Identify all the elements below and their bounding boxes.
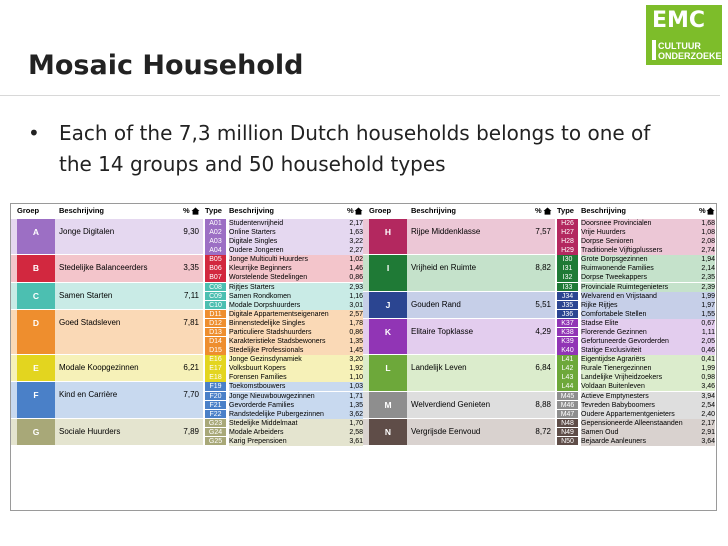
type-row bbox=[205, 273, 363, 282]
type-description: Kleurrijke Beginners bbox=[229, 264, 341, 273]
type-percentage: 2,05 bbox=[693, 337, 715, 346]
type-code: G25 bbox=[205, 437, 226, 446]
type-code: K37 bbox=[557, 319, 578, 328]
type-row bbox=[205, 401, 363, 410]
type-code: G24 bbox=[205, 428, 226, 437]
type-row bbox=[205, 337, 363, 346]
group-letter: A bbox=[32, 227, 40, 237]
type-description: Florerende Gezinnen bbox=[581, 328, 693, 337]
type-row bbox=[205, 301, 363, 310]
type-description: Modale Arbeiders bbox=[229, 428, 341, 437]
type-code: E17 bbox=[205, 364, 226, 373]
group-letter: F bbox=[33, 390, 39, 401]
type-percentage: 0,86 bbox=[341, 328, 363, 337]
type-code: I30 bbox=[557, 255, 578, 264]
type-description: Traditionele Vijftigplussers bbox=[581, 246, 693, 255]
type-row bbox=[205, 346, 363, 355]
type-description: Welvarend en Vrijstaand bbox=[581, 292, 693, 301]
type-row bbox=[205, 328, 363, 337]
type-code: D12 bbox=[205, 319, 226, 328]
type-percentage: 1,55 bbox=[693, 310, 715, 319]
type-percentage: 3,64 bbox=[693, 437, 715, 446]
type-row bbox=[205, 264, 363, 273]
type-percentage: 1,35 bbox=[341, 337, 363, 346]
type-code: L42 bbox=[557, 364, 578, 373]
type-row bbox=[205, 255, 363, 264]
type-description: Vrije Huurders bbox=[581, 228, 693, 237]
type-code: L43 bbox=[557, 373, 578, 382]
type-row bbox=[557, 273, 715, 282]
type-row bbox=[557, 292, 715, 301]
header-type-description: Beschrijving bbox=[581, 206, 627, 215]
type-percentage: 1,70 bbox=[341, 419, 363, 428]
type-description: Worstelende Stedelingen bbox=[229, 273, 341, 282]
group-percentage: 8,72 bbox=[535, 426, 551, 436]
table-half-2 bbox=[363, 204, 715, 510]
type-description: Dorpse Senioren bbox=[581, 237, 693, 246]
type-percentage: 1,02 bbox=[341, 255, 363, 264]
house-icon bbox=[191, 206, 200, 219]
house-icon bbox=[354, 206, 363, 219]
type-percentage: 3,62 bbox=[341, 410, 363, 419]
type-code: H27 bbox=[557, 228, 578, 237]
type-description: Karig Prepensioen bbox=[229, 437, 341, 446]
type-code: B07 bbox=[205, 273, 226, 282]
header-pct: % bbox=[183, 206, 190, 215]
group-description: Rijpe Middenklasse bbox=[411, 227, 481, 236]
type-row bbox=[557, 382, 715, 391]
type-code: E18 bbox=[205, 373, 226, 382]
type-percentage: 2,74 bbox=[693, 246, 715, 255]
group-percentage: 7,89 bbox=[183, 426, 199, 436]
type-row bbox=[205, 237, 363, 246]
type-description: Volksbuurt Kopers bbox=[229, 364, 341, 373]
type-code: J34 bbox=[557, 292, 578, 301]
table-header bbox=[11, 204, 363, 217]
type-row bbox=[557, 264, 715, 273]
house-icon bbox=[706, 206, 715, 219]
type-code: F20 bbox=[205, 392, 226, 401]
type-row bbox=[557, 428, 715, 437]
type-description: Samen Oud bbox=[581, 428, 693, 437]
type-row bbox=[205, 355, 363, 364]
type-description: Comfortabele Stellen bbox=[581, 310, 693, 319]
group-l bbox=[363, 355, 555, 390]
type-row bbox=[205, 364, 363, 373]
type-description: Jonge Gezinsdynamiek bbox=[229, 355, 341, 364]
type-code: B05 bbox=[205, 255, 226, 264]
type-percentage: 2,40 bbox=[693, 410, 715, 419]
type-description: Particuliere Stadshuurders bbox=[229, 328, 341, 337]
type-code: L41 bbox=[557, 355, 578, 364]
type-percentage: 1,97 bbox=[693, 301, 715, 310]
type-code: K39 bbox=[557, 337, 578, 346]
type-percentage: 1,46 bbox=[341, 264, 363, 273]
group-description: Elitaire Topklasse bbox=[411, 326, 474, 336]
group-description: Kind en Carrière bbox=[59, 390, 118, 400]
type-description: Karakteristieke Stadsbewoners bbox=[229, 337, 341, 346]
group-description: Gouden Rand bbox=[411, 299, 461, 309]
group-percentage: 4,29 bbox=[535, 326, 551, 336]
type-description: Grote Dorpsgezinnen bbox=[581, 255, 693, 264]
group-n bbox=[363, 419, 555, 445]
type-row bbox=[205, 373, 363, 382]
type-code: N50 bbox=[557, 437, 578, 446]
type-code: A03 bbox=[205, 237, 226, 246]
type-row bbox=[205, 319, 363, 328]
header-pct: % bbox=[535, 206, 542, 215]
type-row bbox=[205, 283, 363, 292]
group-c bbox=[11, 283, 203, 309]
type-description: Rurale Tienergezinnen bbox=[581, 364, 693, 373]
type-description: Jonge Multiculti Huurders bbox=[229, 255, 341, 264]
group-percentage: 3,35 bbox=[183, 263, 199, 273]
type-code: K40 bbox=[557, 346, 578, 355]
group-h bbox=[363, 219, 555, 254]
logo-line-2: ONDERZOEKEN bbox=[658, 51, 728, 61]
group-letter: E bbox=[33, 363, 39, 374]
type-description: Stedelijke Middelmaat bbox=[229, 419, 341, 428]
type-code: D11 bbox=[205, 310, 226, 319]
type-row bbox=[557, 319, 715, 328]
type-code: F21 bbox=[205, 401, 226, 410]
group-description: Vrijheid en Ruimte bbox=[411, 263, 477, 273]
group-letter: J bbox=[385, 299, 391, 310]
header-group: Groep bbox=[369, 206, 392, 215]
type-description: Gepensioneerde Alleenstaanden bbox=[581, 419, 693, 428]
type-code: J36 bbox=[557, 310, 578, 319]
type-description: Online Starters bbox=[229, 228, 341, 237]
group-letter: I bbox=[386, 263, 390, 274]
type-description: Gevorderde Families bbox=[229, 401, 341, 410]
logo-separator bbox=[652, 40, 656, 60]
group-percentage: 9,30 bbox=[183, 227, 199, 236]
type-percentage: 1,08 bbox=[693, 228, 715, 237]
group-m bbox=[363, 392, 555, 418]
group-percentage: 8,82 bbox=[535, 263, 551, 273]
header-type-pct: % bbox=[347, 206, 354, 215]
group-letter: H bbox=[384, 227, 392, 237]
type-percentage: 2,35 bbox=[693, 273, 715, 282]
type-description: Forensen Families bbox=[229, 373, 341, 382]
type-row bbox=[557, 364, 715, 373]
type-percentage: 1,35 bbox=[341, 401, 363, 410]
type-percentage: 3,61 bbox=[341, 437, 363, 446]
type-code: M47 bbox=[557, 410, 578, 419]
header-type: Type bbox=[205, 206, 222, 215]
type-description: Gefortuneerde Gevorderden bbox=[581, 337, 693, 346]
type-row bbox=[557, 355, 715, 364]
type-row bbox=[205, 382, 363, 391]
type-percentage: 1,92 bbox=[341, 364, 363, 373]
header-description: Beschrijving bbox=[411, 206, 457, 215]
header-type: Type bbox=[557, 206, 574, 215]
type-code: I31 bbox=[557, 264, 578, 273]
type-row bbox=[557, 283, 715, 292]
type-percentage: 2,54 bbox=[693, 401, 715, 410]
group-letter: D bbox=[32, 317, 40, 328]
group-description: Samen Starten bbox=[59, 290, 113, 300]
type-description: Stedelijke Professionals bbox=[229, 346, 341, 355]
type-code: M45 bbox=[557, 392, 578, 401]
type-row bbox=[557, 401, 715, 410]
type-percentage: 2,08 bbox=[693, 237, 715, 246]
type-code: D14 bbox=[205, 337, 226, 346]
type-percentage: 1,03 bbox=[341, 382, 363, 391]
type-description: Bejaarde Aanleuners bbox=[581, 437, 693, 446]
emc-logo bbox=[646, 5, 728, 65]
type-code: F22 bbox=[205, 410, 226, 419]
table-header bbox=[363, 204, 715, 217]
type-row bbox=[205, 392, 363, 401]
type-row bbox=[557, 419, 715, 428]
type-row bbox=[557, 410, 715, 419]
type-description: Digitale Appartementseigenaren bbox=[229, 310, 341, 319]
header-type-pct: % bbox=[699, 206, 706, 215]
type-percentage: 3,20 bbox=[341, 355, 363, 364]
type-row bbox=[205, 428, 363, 437]
type-code: C10 bbox=[205, 301, 226, 310]
type-percentage: 3,46 bbox=[693, 382, 715, 391]
group-percentage: 7,70 bbox=[183, 390, 199, 400]
type-percentage: 3,94 bbox=[693, 392, 715, 401]
type-code: J35 bbox=[557, 301, 578, 310]
type-percentage: 1,68 bbox=[693, 219, 715, 228]
type-row bbox=[205, 246, 363, 255]
type-description: Tevreden Babyboomers bbox=[581, 401, 693, 410]
type-description: Modale Dorpshuurders bbox=[229, 301, 341, 310]
group-f bbox=[11, 382, 203, 417]
group-k bbox=[363, 319, 555, 354]
group-description: Modale Koopgezinnen bbox=[59, 363, 139, 373]
type-percentage: 1,94 bbox=[693, 255, 715, 264]
type-description: Samen Rondkomen bbox=[229, 292, 341, 301]
group-letter: M bbox=[384, 399, 392, 410]
type-code: N48 bbox=[557, 419, 578, 428]
type-description: Dorpse Tweekappers bbox=[581, 273, 693, 282]
type-percentage: 1,99 bbox=[693, 292, 715, 301]
header-group: Groep bbox=[17, 206, 40, 215]
type-percentage: 1,78 bbox=[341, 319, 363, 328]
type-code: A02 bbox=[205, 228, 226, 237]
type-percentage: 1,11 bbox=[693, 328, 715, 337]
type-description: Binnenstedelijke Singles bbox=[229, 319, 341, 328]
type-percentage: 2,27 bbox=[341, 246, 363, 255]
type-percentage: 1,71 bbox=[341, 392, 363, 401]
type-description: Provinciale Ruimtegenieters bbox=[581, 283, 693, 292]
title-divider bbox=[0, 95, 720, 96]
type-row bbox=[205, 419, 363, 428]
type-code: M46 bbox=[557, 401, 578, 410]
type-code: C09 bbox=[205, 292, 226, 301]
type-description: Digitale Singles bbox=[229, 237, 341, 246]
type-row bbox=[557, 346, 715, 355]
type-percentage: 2,91 bbox=[693, 428, 715, 437]
type-percentage: 0,86 bbox=[341, 273, 363, 282]
type-description: Statige Exclusiviteit bbox=[581, 346, 693, 355]
type-percentage: 1,10 bbox=[341, 373, 363, 382]
type-code: G23 bbox=[205, 419, 226, 428]
type-row bbox=[205, 310, 363, 319]
group-letter: L bbox=[385, 363, 391, 374]
group-percentage: 7,57 bbox=[535, 227, 551, 236]
type-description: Rijtjes Starters bbox=[229, 283, 341, 292]
type-row bbox=[557, 437, 715, 446]
type-percentage: 2,17 bbox=[341, 219, 363, 228]
type-percentage: 2,93 bbox=[341, 283, 363, 292]
type-row bbox=[557, 219, 715, 228]
group-description: Goed Stadsleven bbox=[59, 317, 121, 327]
header-type-description: Beschrijving bbox=[229, 206, 275, 215]
group-color-swatch bbox=[17, 310, 55, 354]
group-i bbox=[363, 255, 555, 290]
type-code: I33 bbox=[557, 283, 578, 292]
group-e bbox=[11, 355, 203, 381]
type-percentage: 2,17 bbox=[693, 419, 715, 428]
type-code: F19 bbox=[205, 382, 226, 391]
group-letter: K bbox=[384, 326, 392, 337]
type-description: Landelijke Vrijheidzoekers bbox=[581, 373, 693, 382]
type-code: N49 bbox=[557, 428, 578, 437]
type-code: I32 bbox=[557, 273, 578, 282]
type-description: Ruimwonende Families bbox=[581, 264, 693, 273]
type-row bbox=[557, 237, 715, 246]
type-code: E16 bbox=[205, 355, 226, 364]
bullet-point bbox=[28, 118, 678, 180]
logo-name: EMC bbox=[652, 8, 706, 33]
type-description: Toekomstbouwers bbox=[229, 382, 341, 391]
type-description: Jonge Nieuwbouwgezinnen bbox=[229, 392, 341, 401]
group-percentage: 6,84 bbox=[535, 363, 551, 373]
type-percentage: 1,99 bbox=[693, 364, 715, 373]
header-description: Beschrijving bbox=[59, 206, 105, 215]
group-j bbox=[363, 292, 555, 318]
group-description: Jonge Digitalen bbox=[59, 227, 115, 236]
type-code: D15 bbox=[205, 346, 226, 355]
group-b bbox=[11, 255, 203, 281]
group-percentage: 8,88 bbox=[535, 399, 551, 409]
group-a bbox=[11, 219, 203, 254]
type-row bbox=[205, 410, 363, 419]
type-row bbox=[205, 219, 363, 228]
type-code: D13 bbox=[205, 328, 226, 337]
type-description: Actieve Emptynesters bbox=[581, 392, 693, 401]
type-description: Studentenvrijheid bbox=[229, 219, 341, 228]
group-percentage: 7,11 bbox=[184, 290, 199, 300]
type-percentage: 0,46 bbox=[693, 346, 715, 355]
type-row bbox=[557, 337, 715, 346]
type-row bbox=[557, 310, 715, 319]
type-code: C08 bbox=[205, 283, 226, 292]
type-row bbox=[557, 328, 715, 337]
type-row bbox=[557, 246, 715, 255]
type-percentage: 2,39 bbox=[693, 283, 715, 292]
bullet-text: Each of the 7,3 million Dutch households belongs to one of the 14 groups and 50 household types bbox=[59, 121, 651, 176]
type-row bbox=[205, 437, 363, 446]
type-row bbox=[557, 373, 715, 382]
mosaic-table bbox=[10, 203, 717, 511]
type-code: B06 bbox=[205, 264, 226, 273]
type-row bbox=[205, 292, 363, 301]
type-row bbox=[557, 255, 715, 264]
type-code: H26 bbox=[557, 219, 578, 228]
group-d bbox=[11, 310, 203, 354]
group-letter: N bbox=[384, 426, 392, 437]
type-code: H28 bbox=[557, 237, 578, 246]
group-description: Vergrijsde Eenvoud bbox=[411, 426, 481, 436]
type-percentage: 0,41 bbox=[693, 355, 715, 364]
type-description: Rijke Rijtjes bbox=[581, 301, 693, 310]
table-half-1 bbox=[11, 204, 363, 510]
type-description: Doorsnee Provincialen bbox=[581, 219, 693, 228]
group-percentage: 7,81 bbox=[183, 317, 199, 327]
type-percentage: 3,01 bbox=[341, 301, 363, 310]
type-percentage: 0,98 bbox=[693, 373, 715, 382]
group-letter: G bbox=[32, 426, 40, 437]
type-code: A04 bbox=[205, 246, 226, 255]
group-percentage: 5,51 bbox=[535, 299, 551, 309]
group-description: Stedelijke Balanceerders bbox=[59, 263, 148, 273]
group-description: Landelijk Leven bbox=[411, 363, 467, 373]
type-code: H29 bbox=[557, 246, 578, 255]
type-percentage: 2,14 bbox=[693, 264, 715, 273]
bullet-icon: • bbox=[28, 121, 40, 145]
logo-subtitle bbox=[658, 41, 728, 61]
type-percentage: 2,58 bbox=[341, 428, 363, 437]
group-percentage: 6,21 bbox=[183, 363, 199, 373]
type-percentage: 0,67 bbox=[693, 319, 715, 328]
logo-line-1: CULTUUR bbox=[658, 41, 701, 51]
group-g bbox=[11, 419, 203, 445]
type-description: Stadse Elite bbox=[581, 319, 693, 328]
type-percentage: 3,22 bbox=[341, 237, 363, 246]
type-code: L44 bbox=[557, 382, 578, 391]
slide-title: Mosaic Household bbox=[28, 50, 304, 81]
type-description: Randstedelijke Pubergezinnen bbox=[229, 410, 341, 419]
type-description: Voldaan Buitenleven bbox=[581, 382, 693, 391]
group-description: Welverdiend Genieten bbox=[411, 399, 491, 409]
group-description: Sociale Huurders bbox=[59, 426, 121, 436]
type-description: Eigentijdse Agrariërs bbox=[581, 355, 693, 364]
type-description: Oudere Jongeren bbox=[229, 246, 341, 255]
type-percentage: 2,57 bbox=[341, 310, 363, 319]
house-icon bbox=[543, 206, 552, 219]
type-code: A01 bbox=[205, 219, 226, 228]
group-letter: C bbox=[32, 290, 40, 301]
type-percentage: 1,45 bbox=[341, 346, 363, 355]
group-letter: B bbox=[32, 263, 40, 274]
type-row bbox=[557, 392, 715, 401]
type-row bbox=[205, 228, 363, 237]
type-code: K38 bbox=[557, 328, 578, 337]
type-percentage: 1,16 bbox=[341, 292, 363, 301]
type-percentage: 1,63 bbox=[341, 228, 363, 237]
type-row bbox=[557, 301, 715, 310]
type-row bbox=[557, 228, 715, 237]
type-description: Oudere Appartementgenieters bbox=[581, 410, 693, 419]
